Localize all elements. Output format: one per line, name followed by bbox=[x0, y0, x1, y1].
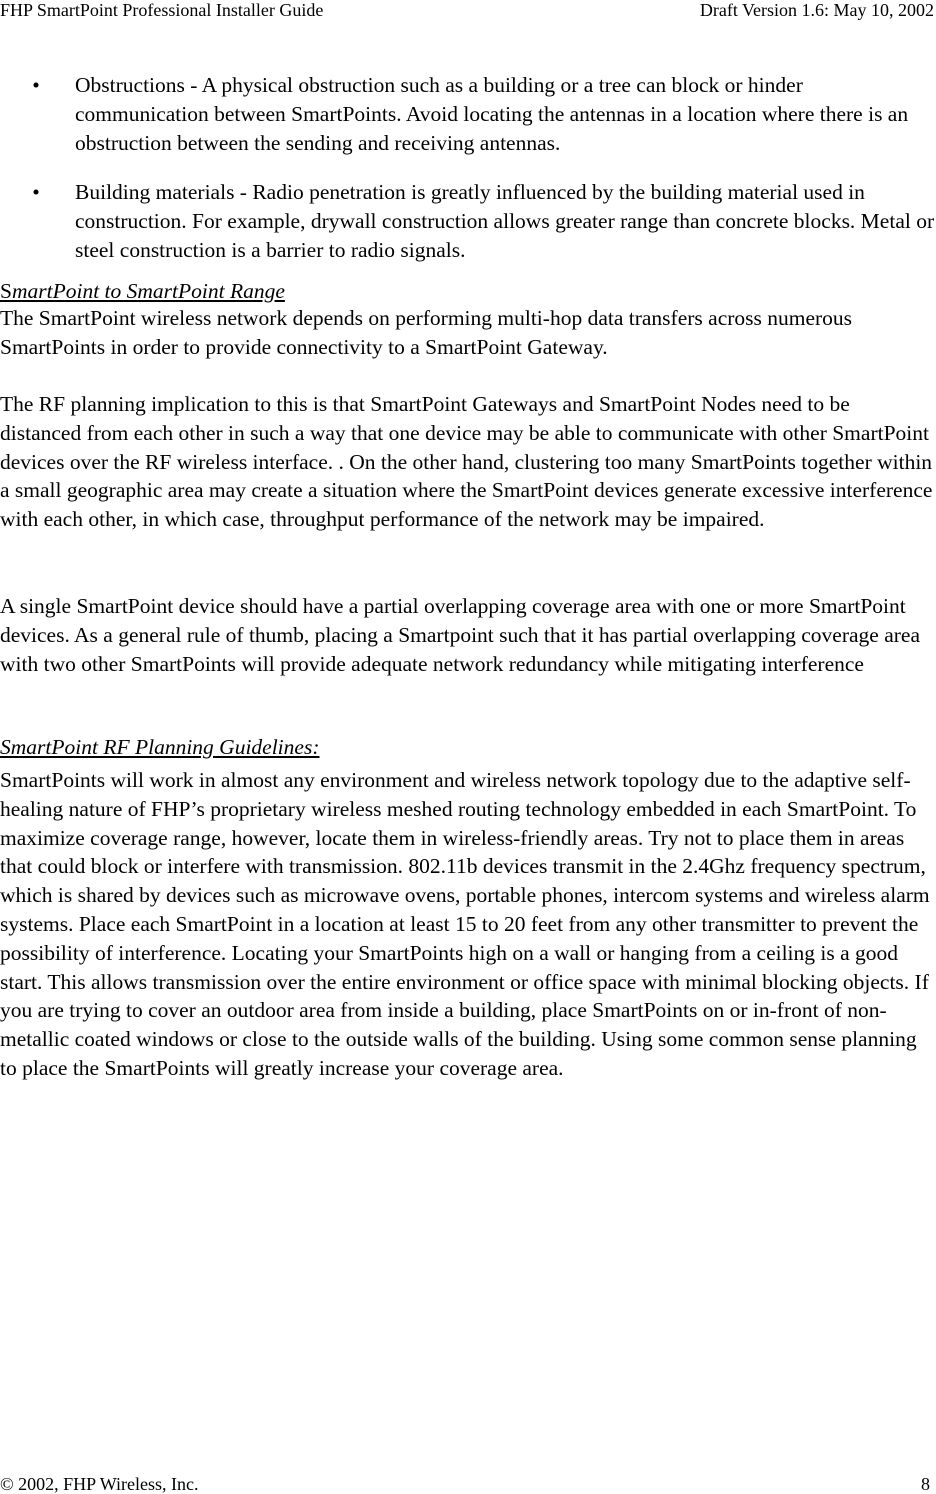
page-header-title: FHP SmartPoint Professional Installer Guide bbox=[0, 0, 324, 20]
bullet-text: Building materials - Radio penetration is greatly influenced by the building material used in construction. For example, drywall construction allows greater range than concrete blocks. Metal or steel construction is a barrier to radio signals. bbox=[75, 180, 935, 262]
section-heading-rf-planning: SmartPoint RF Planning Guidelines: bbox=[0, 735, 320, 759]
paragraph: The RF planning implication to this is that SmartPoint Gateways and SmartPoint Nodes need to be distanced from each other in such a way that one device may be able to communicate with other SmartPoint devices over the RF wireless interface. . On the other hand, clustering too many SmartPoints together within a small geographic area may create a situation where the SmartPoint devices generate excessive interference with each other, in which case, throughput performance of the network may be impaired. bbox=[0, 392, 933, 532]
paragraph: The SmartPoint wireless network depends on performing multi-hop data transfers across numerous SmartPoints in order to provide connectivity to a SmartPoint Gateway. bbox=[0, 306, 853, 359]
page-header-version: Draft Version 1.6: May 10, 2002 bbox=[699, 0, 934, 20]
paragraph: A single SmartPoint device should have a partial overlapping coverage area with one or more SmartPoint devices. As a general rule of thumb, placing a Smartpoint such that it has partial overlapping coverage area with two other SmartPoints will provide adequate network redundancy while mitigating interference bbox=[0, 594, 920, 676]
heading-initial: S bbox=[0, 279, 12, 303]
bullet-icon: • bbox=[32, 73, 40, 97]
paragraph: SmartPoints will work in almost any environment and wireless network topology due to the adaptive self-healing nature of FHP’s proprietary wireless meshed routing technology embedded in each SmartPoint. To maximize coverage range, however, locate them in wireless-friendly areas. Try not to place them in areas that could block or interfere with transmission. 802.11b devices transmit in the 2.4Ghz frequency spectrum, which is shared by devices such as microwave ovens, portable phones, intercom systems and wireless alarm systems. Place each SmartPoint in a location at least 15 to 20 feet from any other transmitter to prevent the possibility of interference. Locating your SmartPoints high on a wall or hanging from a ceiling is a good start. This allows transmission over the entire environment or office space with minimal blocking objects. If you are trying to cover an outdoor area from inside a building, place SmartPoints on or in-front of non-metallic coated windows or close to the outside walls of the building. Using some common sense planning to place the SmartPoints will greatly increase your coverage area. bbox=[0, 768, 930, 1080]
bullet-text: Obstructions - A physical obstruction such as a building or a tree can block or hinder communication between SmartPoints. Avoid locating the antennas in a location where there is an obstruction between the sending and receiving antennas. bbox=[75, 73, 909, 155]
bullet-icon: • bbox=[32, 180, 40, 204]
heading-rest: martPoint to SmartPoint Range bbox=[11, 279, 285, 303]
page-number: 8 bbox=[921, 1474, 930, 1494]
footer-copyright: © 2002, FHP Wireless, Inc. bbox=[0, 1474, 199, 1494]
section-heading-range bbox=[0, 277, 285, 305]
